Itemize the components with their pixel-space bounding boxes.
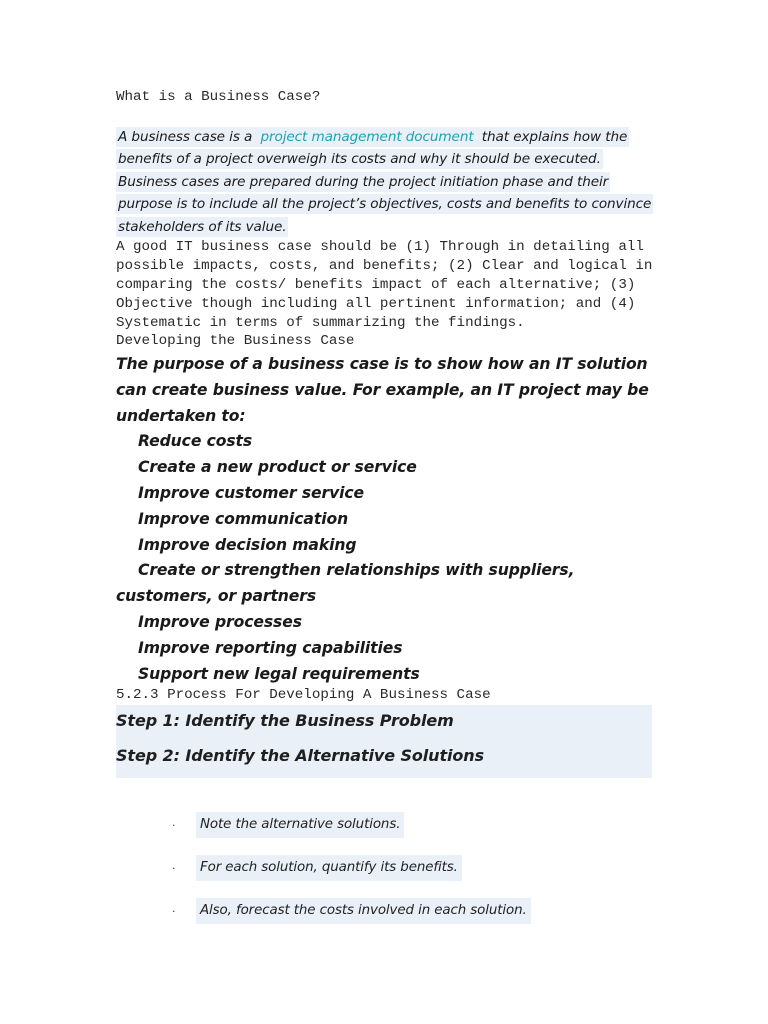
intro-paragraph <box>116 126 656 238</box>
purpose-item: Improve communication <box>138 509 349 528</box>
intro-text-1: A business case is a <box>118 129 257 145</box>
bullet-text: For each solution, quantify its benefits. <box>196 855 462 881</box>
bullet-text: Also, forecast the costs involved in each solution. <box>196 898 531 924</box>
bullet-marker: . <box>172 816 176 829</box>
intro-text-2: that explains how the benefits of a project overweigh its costs and why it should be executed. Business cases are prepared during the project initiation phase and their purpose is to include all the project’s objectives, costs and benefits to convince stakeholders of its value. <box>118 129 652 235</box>
purpose-item: Improve customer service <box>138 483 365 502</box>
purpose-item: Create or strengthen relationships with suppliers, customers, or partners <box>116 561 575 606</box>
developing-heading: Developing the Business Case <box>116 333 355 349</box>
purpose-item: Improve reporting capabilities <box>138 638 403 657</box>
purpose-section <box>116 352 656 687</box>
purpose-item: Improve decision making <box>138 535 357 554</box>
step-1-heading: Step 1: Identify the Business Problem <box>116 711 454 730</box>
bullet-marker: . <box>172 902 176 915</box>
purpose-item: Support new legal requirements <box>138 664 420 683</box>
purpose-item: Create a new product or service <box>138 458 417 477</box>
purpose-item: Reduce costs <box>138 432 253 451</box>
step-2-heading: Step 2: Identify the Alternative Solutions <box>116 746 485 765</box>
purpose-item: Improve processes <box>138 612 302 631</box>
project-management-document-link[interactable]: project management document <box>260 129 474 145</box>
bullet-marker: . <box>172 859 176 872</box>
process-heading: 5.2.3 Process For Developing A Business Case <box>116 687 491 703</box>
purpose-list <box>116 429 656 687</box>
purpose-lead: The purpose of a business case is to show how an IT solution can create business value. For example, an IT project may be undertaken to: <box>116 355 649 425</box>
page-title: What is a Business Case? <box>116 89 321 105</box>
good-business-case-paragraph: A good IT business case should be (1) Through in detailing all possible impacts, costs, and benefits; (2) Clear and logical in comparing the costs/ benefits impact of each alternative; (3) Objective though including all pertinent information; and (4) Systematic in terms of summarizing the findings. <box>116 239 653 331</box>
steps-highlight-block <box>116 705 652 778</box>
bullet-text: Note the alternative solutions. <box>196 812 404 838</box>
